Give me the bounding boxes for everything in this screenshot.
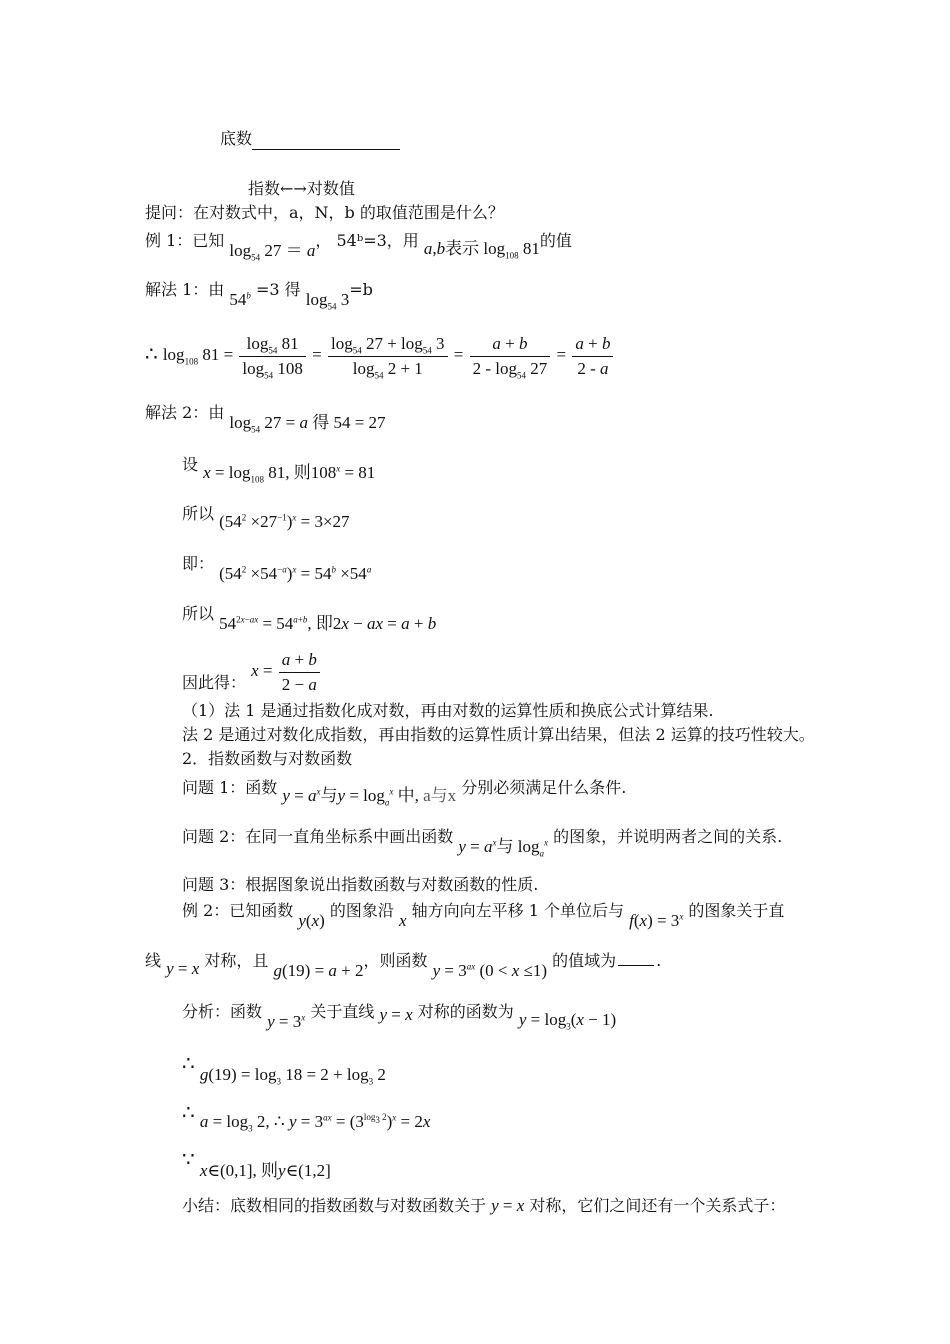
base-underline [252,133,400,150]
solution1-line: 解法 1：由 54$^b$ =3 得 $\log_{54} 3=b$ [145,280,373,312]
fraction: $\frac{\log_{54} 81}{\log_{54} 108}$ [239,334,305,379]
ex2-func: $y = 3^{ax}$ (0 < x ≤1) [432,961,548,980]
hence-line: 因此得： x = $\frac{a + b}{2 - a}$ [182,650,322,695]
fraction: $\frac{\log_{54} 27 + \log_{54} 3}{\log_{54} 2 + 1}$ [328,334,448,379]
so1-expr: $(54^2 \times 27^{-1})^x = 3\times 27$ [219,512,350,531]
summary-yeqx: y = x [491,1196,525,1215]
therefore-line-2: ∴ $a = \log_3 2$, ∴ $y = 3^{ax} = (3^{log_3 2})^x = 2x$ [182,1100,431,1134]
therefore-line-1: ∴ $g(19) = \log_3 18 = 2 + \log_3 2$ [182,1051,386,1087]
summary-line: 小结：底数相同的指数函数与对数函数关于 y = x 对称，它们之间还有一个关系式子： [182,1196,786,1215]
note2-line: 法 2 是通过对数化成指数，再由指数的运算性质计算出结果，但法 2 运算的技巧性较大。 [182,725,815,744]
base-label-line [220,128,400,150]
let-expr: $x = \log_{108} 81$, 则$108^x = 81$ [203,463,376,485]
a-derivation: $a = \log_3 2$, ∴ $y = 3^{ax} = (3^{log_3 2})^x = 2x$ [199,1112,431,1134]
range-derivation: x∈(0,1], 则y∈(1,2] [199,1161,331,1180]
fraction: $\frac{a + b}{2 - a}$ [279,650,320,695]
example1-line: 例 1：已知 $\log_{54} 27 = a$， 54ᵇ=3，用 a,b表示 $\log_{108} 81$的值 [145,231,572,263]
q1-line: 问题 1：函数 $y = a^x$与$y = \log_a^x$ 中, a与x 分别必须满足什么条件. [182,778,627,808]
q1-expr: $y = a^x$与$y = \log_a^x$ 中, a与x [282,786,457,808]
answer-blank [618,951,654,966]
ex2-yeqx: y = x [166,959,200,978]
so-line-1: 所以 $(54^2 \times 27^{-1})^x = 3\times 27$ [182,504,350,531]
ana-log: $y = \log_3(x - 1)$ [518,1010,617,1032]
ie-expr: $(54^2 \times 54^{-a})^x = 54^b \times 54^a$ [219,564,372,583]
note1-line: （1）法 1 是通过指数化成对数，再由对数的运算性质和换底公式计算结果. [182,701,714,720]
analysis-line: 分析：函数 $y = 3^x$ 关于直线 y = x 对称的函数为 $y = \log_3(x - 1)$ [182,1002,617,1032]
sol1-equation: $\log_{108} 81$ = $\frac{\log_{54} 81}{\log_{54} 108}$ = $\frac{\log_{54} 27 + \log_{54} 3}{\log_{54} 2 + 1}$ = $\frac{a + b}{2 - \log_{54} 27}$ = $\frac{a + b}{2 - a}$ [163,345,616,364]
exponent-arrow-line: 指数←→对数值 [248,179,355,198]
fraction: $\frac{a + b}{2 - a}$ [572,334,613,379]
solution1-derivation: ∴ $\log_{108} 81$ = $\frac{\log_{54} 81}{\log_{54} 108}$ = $\frac{\log_{54} 27 + \log_{54} 3}{\log_{54} 2 + 1}$ = $\frac{a + b}{2 - \log_{54} 27}$ = $\frac{a + b}{2 - a}$ [145,334,615,379]
ex1-given1: $\log_{54} 27 = a$ [229,241,316,263]
solution2-line: 解法 2：由 $\log_{54} 27 = a$ 得 54 = 27 [145,403,386,435]
ex2-g19: g(19) = a + 2 [273,961,364,980]
ex2-fx: $f(x) = 3^x$ [629,911,684,930]
sol1-log: $\log_{54} 3$ [305,290,350,312]
q3-line: 问题 3：根据图象说出指数函数与对数函数的性质. [182,875,539,894]
ex1-expr: a,b表示 $\log_{108} 81$ [423,239,540,261]
ana-y3x: $y = 3^x$ [267,1012,306,1031]
example2-line1: 例 2：已知函数 y(x) 的图象沿 x 轴方向向左平移 1 个单位后与 $f(x) = 3^x$ 的图象关于直 [182,901,785,930]
ex2-xaxis: x [399,911,407,930]
q2-line: 问题 2：在同一直角坐标系中画出函数 $y = a^x$与 $\log_a^x$ 的图象，并说明两者之间的关系. [182,827,783,859]
ie-line: 即： $(54^2 \times 54^{-a})^x = 54^b \times 54^a$ [182,554,372,583]
fraction: $\frac{a + b}{2 - \log_{54} 27}$ [470,334,551,379]
section2-heading: 2．指数函数与对数函数 [182,749,353,768]
example2-line2: 线 y = x 对称，且 g(19) = a + 2，则函数 $y = 3^{ax}$ (0 < x ≤1) 的值域为 . [145,951,662,980]
base-label: 底数 [220,129,253,148]
because-line: ∵ x∈(0,1], 则y∈(1,2] [182,1147,331,1180]
ex2-yx: y(x) [298,911,325,930]
so2-expr: $54^{2x-ax} = 54^{a+b}$, 即2x − ax = a + b [219,614,437,633]
g19-derivation: $g(19) = \log_3 18 = 2 + \log_3 2$ [199,1065,386,1087]
sol1-power: 54$^b$ [229,290,251,309]
hence-expr: x = $\frac{a + b}{2 - a}$ [251,661,322,680]
sol2-expr: $\log_{54} 27 = a$ 得 54 = 27 [229,413,386,435]
so-line-2: 所以 $54^{2x-ax} = 54^{a+b}$, 即2x − ax = a + b [182,604,437,633]
let-line: 设 $x = \log_{108} 81$, 则$108^x = 81$ [182,455,376,485]
ana-yeqx: y = x [379,1005,413,1024]
question-line: 提问：在对数式中，a，N，b 的取值范围是什么？ [145,203,504,222]
q2-expr: $y = a^x$与 $\log_a^x$ [458,837,548,859]
